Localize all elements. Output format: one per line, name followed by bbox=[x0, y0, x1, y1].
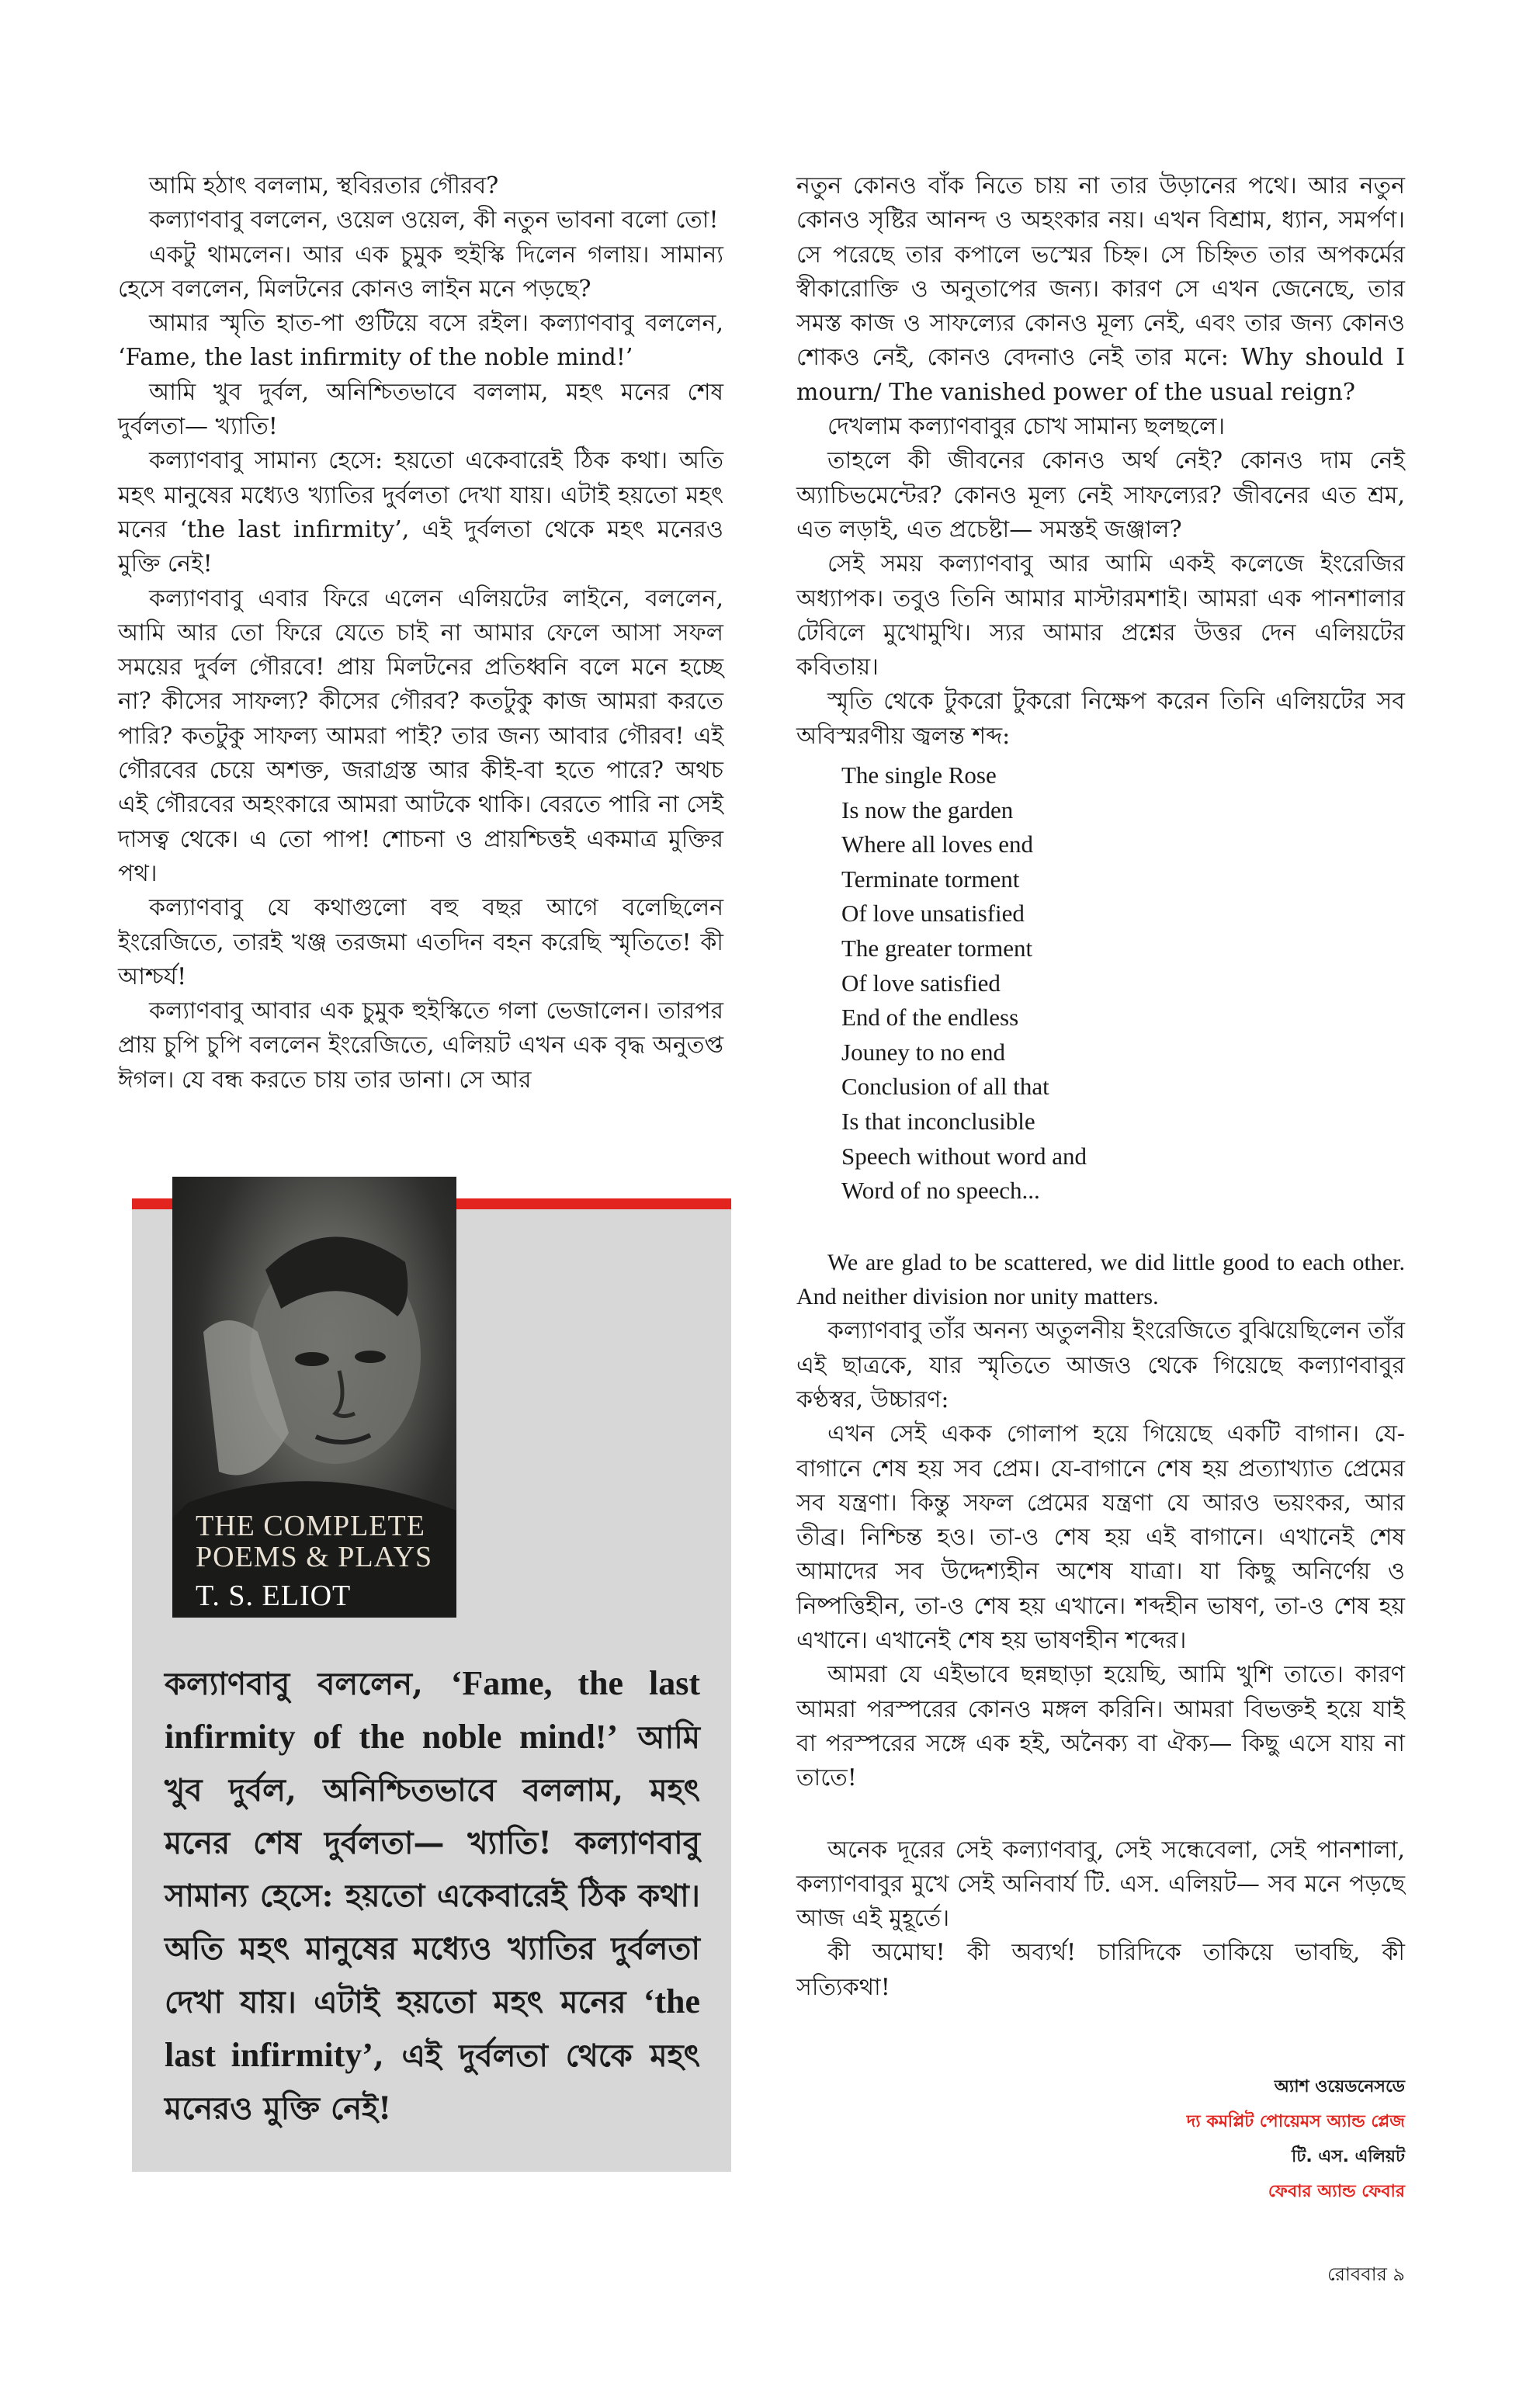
paragraph: তাহলে কী জীবনের কোনও অর্থ নেই? কোনও দাম নেই অ্যাচিভমেন্টের? কোনও মূল্য নেই সাফল্যের? জীবনের এত শ্রম, এত লড়াই, এত প্রচেষ্টা— সমস্তই জঞ্জাল? bbox=[796, 447, 1405, 543]
poem-line: Terminate torment bbox=[841, 865, 1020, 893]
poem-line: Conclusion of all that bbox=[841, 1073, 1049, 1101]
poem-line: Is that inconclusible bbox=[841, 1107, 1035, 1135]
page-footer: রোববার ৯ bbox=[1327, 2263, 1405, 2285]
pull-quote-text bbox=[165, 1657, 700, 2135]
poem-line: The greater torment bbox=[841, 935, 1033, 962]
poem-line: The single Rose bbox=[841, 761, 997, 789]
book-title-line: POEMS & PLAYS bbox=[196, 1541, 433, 1573]
book-title-line: THE COMPLETE bbox=[196, 1510, 425, 1542]
paragraph: আমি হঠাৎ বললাম, স্থবিরতার গৌরব? bbox=[149, 172, 499, 199]
paragraph: কল্যাণবাবু এবার ফিরে এলেন এলিয়টের লাইনে, বললেন, আমি আর তো ফিরে যেতে চাই না আমার ফেলে আসা সফল সময়ের দুর্বল গৌরবে! প্রায় মিলটনের প্রতিধ্বনি বলে মনে হচ্ছে না? কীসের সাফল্য? কীসের গৌরব? কতটুকু কাজ আমরা করতে পারি? কতটুকু সাফল্য আমরা পাই? তার জন্য আবার গৌরব! এই গৌরবের চেয়ে অশক্ত, জরাগ্রস্ত আর কীই-বা হতে পারে? অথচ এই গৌরবের অহংকারে আমরা আটকে থাকি। বেরতে পারি না সেই দাসত্ব থেকে। এ তো পাপ! শোচনা ও প্রায়শ্চিত্তই একমাত্র মুক্তির পথ। bbox=[118, 584, 723, 887]
credit-line: ফেবার অ্যান্ড ফেবার bbox=[1268, 2182, 1405, 2201]
left-column bbox=[118, 169, 723, 1098]
pull-quote-english: ‘Fame, the last infirmity of the noble mind!’ bbox=[165, 1664, 700, 1756]
paragraph: We are glad to be scattered, we did little good to each other. And neither division nor unity matters. bbox=[796, 1249, 1405, 1310]
paragraph: কল্যাণবাবু আবার এক চুমুক হুইস্কিতে গলা ভেজালেন। তারপর প্রায় চুপি চুপি বললেন ইংরেজিতে, এলিয়ট এখন এক বৃদ্ধ অনুতপ্ত ঈগল। যে বন্ধ করতে চায় তার ডানা। সে আর bbox=[118, 997, 723, 1094]
pull-quote-segment: আমি খুব দুর্বল, অনিশ্চিতভাবে বললাম, মহৎ মনের শেষ দুর্বলতা— খ্যাতি! কল্যাণবাবু সামান্য হেসে: হয়তো একেবারেই ঠিক কথা। অতি মহৎ মানুষের মধ্যেও খ্যাতির দুর্বলতা দেখা যায়। এটাই হয়তো মহৎ মনের bbox=[165, 1719, 700, 2020]
paragraph: আমি খুব দুর্বল, অনিশ্চিতভাবে বললাম, মহৎ মনের শেষ দুর্বলতা— খ্যাতি! bbox=[118, 378, 723, 441]
paragraph: সেই সময় কল্যাণবাবু আর আমি একই কলেজে ইংরেজির অধ্যাপক। তবুও তিনি আমার মাস্টারমশাই। আমরা এক পানশালার টেবিলে মুখোমুখি। স্যর আমার প্রশ্নের উত্তর দেন এলিয়টের কবিতায়। bbox=[796, 550, 1405, 681]
paragraph: কী অমোঘ! কী অব্যর্থ! চারিদিকে তাকিয়ে ভাবছি, কী সত্যিকথা! bbox=[796, 1939, 1405, 2001]
paragraph: একটু থামলেন। আর এক চুমুক হুইস্কি দিলেন গলায়। সামান্য হেসে বললেন, মিলটনের কোনও লাইন মনে পড়ছে? bbox=[118, 241, 723, 303]
paragraph: এখন সেই একক গোলাপ হয়ে গিয়েছে একটি বাগান। যে-বাগানে শেষ হয় সব প্রেম। যে-বাগানে শেষ হয় প্রত্যাখ্যাত প্রেমের সব যন্ত্রণা। কিন্তু সফল প্রেমের যন্ত্রণা যে আরও ভয়ংকর, আর তীব্র। নিশ্চিন্ত হও। তা-ও শেষ হয় এই বাগানে। এখানেই শেষ আমাদের সব উদ্দেশ্যহীন অশেষ যাত্রা। যা কিছু অনির্ণেয় ও নিষ্পত্তিহীন, তা-ও শেষ হয় এখানে। শব্দহীন ভাষণ, তা-ও শেষ হয় এখানে। এখানেই শেষ হয় ভাষণহীন শব্দের। bbox=[796, 1420, 1405, 1655]
poem-line: Where all loves end bbox=[841, 831, 1034, 858]
poem-line: Of love unsatisfied bbox=[841, 900, 1025, 928]
paragraph: অনেক দূরের সেই কল্যাণবাবু, সেই সন্ধেবেলা, সেই পানশালা, কল্যাণবাবুর মুখে সেই অনিবার্য টি. এস. এলিয়ট— সব মনে পড়ছে আজ এই মুহূর্তে। bbox=[796, 1836, 1405, 1933]
poem-line: Of love satisfied bbox=[841, 969, 1001, 997]
credit-line: দ্য কমপ্লিট পোয়েমস অ্যান্ড প্লেজ bbox=[1186, 2112, 1405, 2131]
paragraph: নতুন কোনও বাঁক নিতে চায় না তার উড়ানের পথে। আর নতুন কোনও সৃষ্টির আনন্দ ও অহংকার নয়। এখন বিশ্রাম, ধ্যান, সমর্পণ। সে পরেছে তার কপালে ভস্মের চিহ্ন। সে চিহ্নিত তার অপকর্মের স্বীকারোক্তি ও অনুতাপের জন্য। কারণ সে এখন জেনেছে, তার সমস্ত কাজ ও সাফল্যের কোনও মূল্য নেই, এবং তার জন্য কোনও শোকও নেই, কোনও বেদনাও নেই তার মনে: Why should I mourn/ The vanished power of the usual reign? bbox=[796, 172, 1405, 406]
pull-quote-segment: , এই দুর্বলতা থেকে মহৎ মনেরও মুক্তি নেই! bbox=[165, 2038, 700, 2127]
paragraph: কল্যাণবাবু যে কথাগুলো বহু বছর আগে বলেছিলেন ইংরেজিতে, তারই খঞ্জ তরজমা এতদিন বহন করেছি স্মৃতিতে! কী আশ্চর্য! bbox=[118, 894, 723, 990]
poem-line: Word of no speech... bbox=[841, 1177, 1040, 1205]
paragraph: আমার স্মৃতি হাত-পা গুটিয়ে বসে রইল। কল্যাণবাবু বললেন, ‘Fame, the last infirmity of the noble mind!’ bbox=[118, 310, 723, 372]
paragraph: কল্যাণবাবু সামান্য হেসে: হয়তো একেবারেই ঠিক কথা। অতি মহৎ মানুষের মধ্যেও খ্যাতির দুর্বলতা দেখা যায়। এটাই হয়তো মহৎ মনের ‘the last infirmity’, এই দুর্বলতা থেকে মহৎ মনেরও মুক্তি নেই! bbox=[118, 447, 723, 578]
credit-line: অ্যাশ ওয়েডনেসডে bbox=[1274, 2077, 1405, 2096]
pull-quote-segment: কল্যাণবাবু বললেন, bbox=[165, 1666, 451, 1702]
poem-line: End of the endless bbox=[841, 1004, 1019, 1032]
poem-line: Jouney to no end bbox=[841, 1038, 1005, 1066]
book-title bbox=[196, 1510, 452, 1573]
paragraph: দেখলাম কল্যাণবাবুর চোখ সামান্য ছলছলে। bbox=[827, 413, 1226, 441]
right-column bbox=[796, 169, 1405, 2005]
source-credits bbox=[1187, 2069, 1405, 2209]
paragraph: কল্যাণবাবু বললেন, ওয়েল ওয়েল, কী নতুন ভাবনা বলো তো! bbox=[149, 206, 719, 234]
poem-quote bbox=[841, 758, 1405, 1209]
paragraph: কল্যাণবাবু তাঁর অনন্য অতুলনীয় ইংরেজিতে বুঝিয়েছিলেন তাঁর এই ছাত্রকে, যার স্মৃতিতে আজও থেকে গিয়েছে কল্যাণবাবুর কণ্ঠস্বর, উচ্চারণ: bbox=[796, 1317, 1405, 1413]
poem-line: Is now the garden bbox=[841, 796, 1014, 824]
book-author: T. S. ELIOT bbox=[196, 1580, 352, 1612]
poem-line: Speech without word and bbox=[841, 1142, 1087, 1170]
pull-quote-english: ‘the last infirmity’ bbox=[165, 1982, 700, 2074]
book-cover-image bbox=[172, 1177, 456, 1618]
credit-line: টি. এস. এলিয়ট bbox=[1292, 2147, 1405, 2166]
paragraph: আমরা যে এইভাবে ছন্নছাড়া হয়েছি, আমি খুশি তাতে। কারণ আমরা পরস্পরের কোনও মঙ্গল করিনি। আমরা বিভক্তই হয়ে যাই বা পরস্পরের সঙ্গে এক হই, অনৈক্য বা ঐক্য— কিছু এসে যায় না তাতে! bbox=[796, 1661, 1405, 1792]
paragraph: স্মৃতি থেকে টুকরো টুকরো নিক্ষেপ করেন তিনি এলিয়টের সব অবিস্মরণীয় জ্বলন্ত শব্দ: bbox=[796, 688, 1405, 750]
